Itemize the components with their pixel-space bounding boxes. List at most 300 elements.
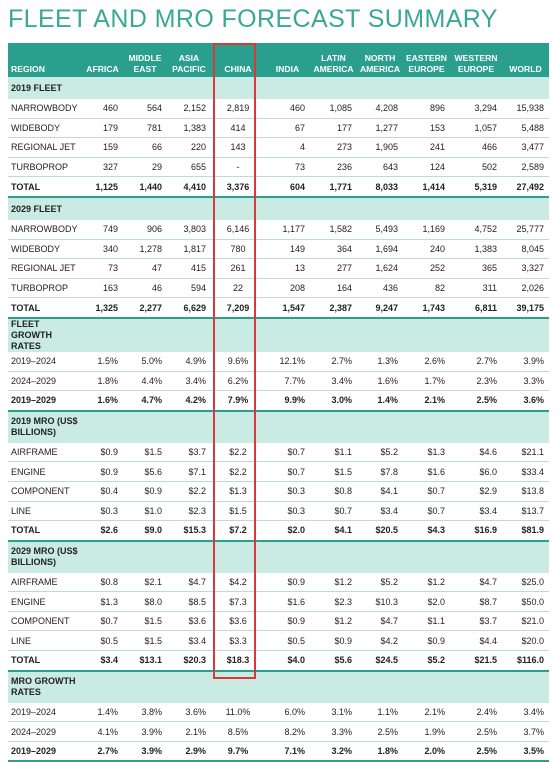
value-cell: 1,771 [310,177,357,197]
value-cell: 73 [265,157,310,177]
value-cell: $2.0 [403,592,450,612]
value-cell: 460 [265,99,310,118]
value-cell: 2.5% [450,741,502,761]
section-fill-cell [450,318,502,352]
value-cell: $5.6 [123,462,167,482]
value-cell: $6.0 [450,462,502,482]
row-label: COMPONENT [8,611,82,631]
value-cell: 236 [310,157,357,177]
gap-cell [258,220,265,239]
section-fill-cell [310,671,357,703]
gap-cell [211,741,218,761]
value-cell: 1,085 [310,99,357,118]
section-fill-cell [357,318,403,352]
value-cell: $0.4 [82,481,123,501]
gap-cell [258,391,265,411]
value-cell: 2.9% [167,741,211,761]
gap-cell [211,722,218,742]
value-cell: $1.3 [403,443,450,462]
value-cell: 2.7% [82,741,123,761]
row-label: 2019–2029 [8,391,82,411]
value-cell: 3,803 [167,220,211,239]
value-cell: $0.9 [403,631,450,651]
section-fill-cell [403,671,450,703]
value-cell: 1,414 [403,177,450,197]
value-cell: 3.9% [123,722,167,742]
value-cell: 1.6% [357,371,403,391]
value-cell: 365 [450,259,502,279]
china-cell: 9.7% [218,741,258,761]
gap-cell [258,481,265,501]
value-cell: $20.0 [502,631,549,651]
gap-cell [258,741,265,761]
section-fill-cell [502,411,549,443]
table-row [8,592,549,612]
china-cell: 8.5% [218,722,258,742]
gap-cell [258,118,265,138]
table-row [8,631,549,651]
section-fill-cell [258,411,265,443]
value-cell: 4,752 [450,220,502,239]
china-cell: 22 [218,278,258,298]
section-header-row [8,318,549,352]
table-row [8,703,549,722]
value-cell: 2,387 [310,298,357,318]
value-cell: $20.3 [167,651,211,671]
forecast-table [8,43,549,762]
gap-cell [258,631,265,651]
row-label: TURBOPROP [8,278,82,298]
section-fill-cell [310,318,357,352]
value-cell: 2.7% [450,352,502,371]
value-cell: 2.5% [450,391,502,411]
value-cell: 3.1% [310,703,357,722]
value-cell: 2.6% [403,352,450,371]
page-title: FLEET AND MRO FORECAST SUMMARY [8,5,498,33]
value-cell: 1,694 [357,239,403,259]
value-cell: 4.2% [167,391,211,411]
china-cell: $3.3 [218,631,258,651]
col-header: AFRICA [82,43,123,77]
gap-cell [258,443,265,462]
section-fill-cell [211,318,218,352]
section-fill-cell [123,411,167,443]
value-cell: 3,294 [450,99,502,118]
value-cell: $21.5 [450,651,502,671]
value-cell: 8,033 [357,177,403,197]
value-cell: 643 [357,157,403,177]
section-fill-cell [502,77,549,99]
value-cell: $1.6 [265,592,310,612]
section-fill-cell [265,197,310,220]
value-cell: $2.3 [310,592,357,612]
value-cell: 15,938 [502,99,549,118]
value-cell: 1.8% [82,371,123,391]
value-cell: $50.0 [502,592,549,612]
value-cell: 1.9% [403,722,450,742]
value-cell: 3.4% [167,371,211,391]
value-cell: $0.8 [82,573,123,592]
section-fill-cell [502,197,549,220]
table-row [8,259,549,279]
value-cell: 39,175 [502,298,549,318]
gap-cell [258,501,265,521]
section-fill-cell [450,77,502,99]
value-cell: $8.5 [167,592,211,612]
gap-cell [258,611,265,631]
value-cell: 163 [82,278,123,298]
row-label: 2024–2029 [8,722,82,742]
value-cell: $10.3 [357,592,403,612]
value-cell: 1,817 [167,239,211,259]
section-fill-cell [403,77,450,99]
row-label: COMPONENT [8,481,82,501]
value-cell: 1.4% [357,391,403,411]
value-cell: $24.5 [357,651,403,671]
value-cell: 1,057 [450,118,502,138]
gap-cell [258,352,265,371]
gap-cell [211,278,218,298]
value-cell: $1.2 [310,611,357,631]
section-fill-cell [167,197,211,220]
value-cell: 8.2% [265,722,310,742]
section-fill-cell [258,197,265,220]
value-cell: $21.1 [502,443,549,462]
value-cell: 502 [450,157,502,177]
section-fill-cell [265,318,310,352]
value-cell: 2.1% [167,722,211,742]
section-fill-cell [218,318,258,352]
section-fill-cell [123,197,167,220]
section-fill-cell [82,318,123,352]
gap-cell [211,298,218,318]
value-cell: $21.0 [502,611,549,631]
row-label: TURBOPROP [8,157,82,177]
section-title: 2029 FLEET [8,197,82,220]
value-cell: $13.8 [502,481,549,501]
value-cell: $0.8 [310,481,357,501]
value-cell: $0.9 [310,631,357,651]
value-cell: 604 [265,177,310,197]
value-cell: 749 [82,220,123,239]
value-cell: 273 [310,138,357,158]
region-header: REGION [8,43,82,77]
value-cell: 1.5% [82,352,123,371]
value-cell: 415 [167,259,211,279]
value-cell: 13 [265,259,310,279]
value-cell: 4.7% [123,391,167,411]
value-cell: 2,277 [123,298,167,318]
section-fill-cell [211,671,218,703]
value-cell: 3.3% [502,371,549,391]
value-cell: 4.4% [123,371,167,391]
total-row [8,177,549,197]
value-cell: $0.7 [265,443,310,462]
value-cell: 1,277 [357,118,403,138]
section-fill-cell [403,541,450,573]
section-fill-cell [167,541,211,573]
value-cell: 7.7% [265,371,310,391]
value-cell: $0.9 [82,462,123,482]
gap-cell [258,278,265,298]
china-cell: $2.2 [218,443,258,462]
row-label: LINE [8,631,82,651]
gap-cell [211,177,218,197]
table-row [8,220,549,239]
china-cell: 7.9% [218,391,258,411]
value-cell: 3.0% [310,391,357,411]
china-cell: 414 [218,118,258,138]
value-cell: 1,743 [403,298,450,318]
value-cell: 6,811 [450,298,502,318]
table-row [8,501,549,521]
total-row [8,298,549,318]
section-fill-cell [310,197,357,220]
value-cell: 3,327 [502,259,549,279]
section-header-row [8,541,549,573]
table-row [8,611,549,631]
china-cell: $7.3 [218,592,258,612]
section-fill-cell [211,77,218,99]
section-fill-cell [502,671,549,703]
value-cell: 3,477 [502,138,549,158]
section-title: 2029 MRO (US$ BILLIONS) [8,541,82,573]
section-fill-cell [450,197,502,220]
total-row [8,391,549,411]
value-cell: $4.0 [265,651,310,671]
value-cell: 2.7% [310,352,357,371]
value-cell: 3.6% [167,703,211,722]
value-cell: 327 [82,157,123,177]
section-fill-cell [357,77,403,99]
section-fill-cell [167,77,211,99]
section-fill-cell [357,411,403,443]
gap-cell [258,722,265,742]
value-cell: $5.2 [403,651,450,671]
row-label: 2019–2024 [8,703,82,722]
section-fill-cell [450,541,502,573]
table-row [8,352,549,371]
value-cell: 3.9% [502,352,549,371]
value-cell: 208 [265,278,310,298]
value-cell: 82 [403,278,450,298]
value-cell: $8.0 [123,592,167,612]
table-body [8,77,549,761]
value-cell: 906 [123,220,167,239]
value-cell: 1,177 [265,220,310,239]
value-cell: $3.4 [450,501,502,521]
value-cell: $0.5 [82,631,123,651]
value-cell: 1,440 [123,177,167,197]
value-cell: 47 [123,259,167,279]
value-cell: 1.7% [403,371,450,391]
gap-cell [211,592,218,612]
value-cell: 1,383 [450,239,502,259]
value-cell: $4.1 [310,521,357,541]
value-cell: $0.3 [265,501,310,521]
china-cell: $1.3 [218,481,258,501]
value-cell: $2.1 [123,573,167,592]
section-title: 2019 MRO (US$ BILLIONS) [8,411,82,443]
value-cell: $13.1 [123,651,167,671]
section-fill-cell [310,77,357,99]
value-cell: 436 [357,278,403,298]
section-fill-cell [123,77,167,99]
value-cell: $1.3 [82,592,123,612]
row-label: WIDEBODY [8,239,82,259]
section-fill-cell [502,541,549,573]
section-fill-cell [82,77,123,99]
col-header: WESTERN EUROPE [450,43,502,77]
gap-cell [211,157,218,177]
gap-cell [258,157,265,177]
value-cell: $20.5 [357,521,403,541]
section-fill-cell [265,411,310,443]
value-cell: $0.9 [123,481,167,501]
value-cell: 29 [123,157,167,177]
value-cell: 1,325 [82,298,123,318]
value-cell: $25.0 [502,573,549,592]
section-fill-cell [265,77,310,99]
gap-cell [211,391,218,411]
value-cell: 3.7% [502,722,549,742]
value-cell: $3.7 [167,443,211,462]
value-cell: $2.3 [167,501,211,521]
china-cell: $4.2 [218,573,258,592]
value-cell: $2.6 [82,521,123,541]
section-fill-cell [258,77,265,99]
section-fill-cell [357,197,403,220]
section-fill-cell [357,541,403,573]
row-label: 2024–2029 [8,371,82,391]
value-cell: $5.2 [357,443,403,462]
value-cell: 3.6% [502,391,549,411]
value-cell: $13.7 [502,501,549,521]
value-cell: 5.0% [123,352,167,371]
gap-cell [211,443,218,462]
value-cell: 177 [310,118,357,138]
gap-cell [211,220,218,239]
value-cell: $0.7 [82,611,123,631]
section-fill-cell [450,411,502,443]
value-cell: 2,152 [167,99,211,118]
gap-cell [211,239,218,259]
section-fill-cell [265,671,310,703]
value-cell: $4.7 [450,573,502,592]
gap-cell [211,43,218,77]
value-cell: 2,026 [502,278,549,298]
value-cell: $1.2 [310,573,357,592]
value-cell: $0.3 [82,501,123,521]
section-fill-cell [82,197,123,220]
value-cell: 220 [167,138,211,158]
value-cell: 124 [403,157,450,177]
value-cell: $5.6 [310,651,357,671]
value-cell: 896 [403,99,450,118]
header-row [8,43,549,77]
value-cell: 3.4% [310,371,357,391]
section-fill-cell [82,541,123,573]
value-cell: 2.4% [450,703,502,722]
gap-cell [258,138,265,158]
china-cell: $18.3 [218,651,258,671]
gap-cell [211,611,218,631]
row-label: LINE [8,501,82,521]
table-row [8,239,549,259]
table-row [8,138,549,158]
value-cell: 1,547 [265,298,310,318]
value-cell: $0.5 [265,631,310,651]
gap-cell [258,462,265,482]
value-cell: 2,589 [502,157,549,177]
value-cell: 466 [450,138,502,158]
gap-cell [211,371,218,391]
value-cell: 4,208 [357,99,403,118]
china-cell: 7,209 [218,298,258,318]
row-label: 2019–2024 [8,352,82,371]
china-cell: 3,376 [218,177,258,197]
value-cell: $7.8 [357,462,403,482]
section-fill-cell [167,318,211,352]
value-cell: $4.2 [357,631,403,651]
section-title: 2019 FLEET [8,77,82,99]
value-cell: $3.4 [82,651,123,671]
value-cell: 12.1% [265,352,310,371]
gap-cell [211,501,218,521]
china-cell: 780 [218,239,258,259]
table-row [8,99,549,118]
value-cell: $1.5 [123,611,167,631]
value-cell: $1.2 [403,573,450,592]
value-cell: 1.6% [82,391,123,411]
china-cell: 6,146 [218,220,258,239]
section-fill-cell [310,411,357,443]
col-header: LATIN AMERICA [310,43,357,77]
section-fill-cell [167,411,211,443]
value-cell: 25,777 [502,220,549,239]
value-cell: 241 [403,138,450,158]
table-row [8,722,549,742]
value-cell: 1,582 [310,220,357,239]
section-fill-cell [123,541,167,573]
value-cell: 594 [167,278,211,298]
section-fill-cell [502,318,549,352]
section-fill-cell [258,318,265,352]
value-cell: 73 [82,259,123,279]
section-fill-cell [403,197,450,220]
gap-cell [258,521,265,541]
value-cell: 240 [403,239,450,259]
value-cell: 66 [123,138,167,158]
value-cell: 4,410 [167,177,211,197]
value-cell: 1,169 [403,220,450,239]
section-fill-cell [82,671,123,703]
col-header: NORTH AMERICA [357,43,403,77]
value-cell: 277 [310,259,357,279]
value-cell: $4.3 [403,521,450,541]
value-cell: 2.3% [450,371,502,391]
china-cell: $2.2 [218,462,258,482]
gap-cell [211,462,218,482]
table-row [8,573,549,592]
gap-cell [258,177,265,197]
section-fill-cell [218,541,258,573]
section-fill-cell [310,541,357,573]
value-cell: 9.9% [265,391,310,411]
table-row [8,278,549,298]
gap-cell [211,651,218,671]
value-cell: 1.8% [357,741,403,761]
